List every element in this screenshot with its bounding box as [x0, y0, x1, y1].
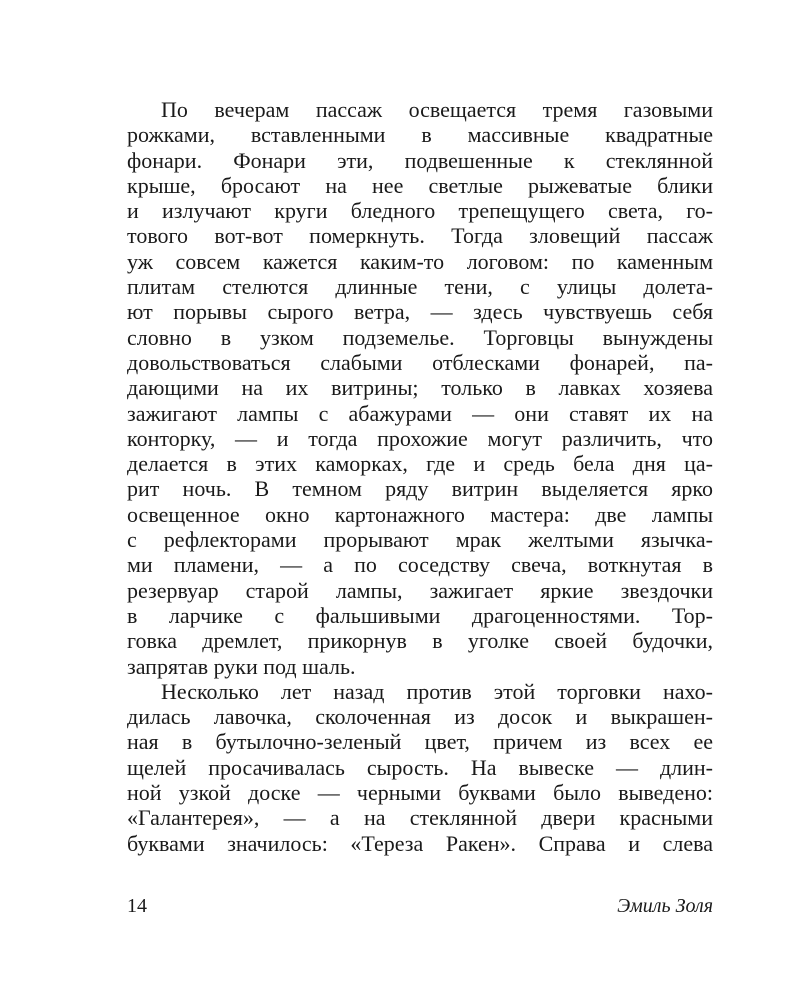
text-line: дилась лавочка, сколоченная из досок и выкрашен- — [127, 704, 713, 730]
text-line: плитам стелются длинные тени, с улицы долета- — [127, 274, 713, 300]
paragraph — [127, 679, 713, 856]
text-line: фонари. Фонари эти, подвешенные к стеклянной — [127, 147, 713, 173]
text-line: довольствоваться слабыми отблесками фонарей, па- — [127, 349, 713, 375]
text-line: ют порывы сырого ветра, — здесь чувствуешь себя — [127, 299, 713, 325]
text-line: в ларчике с фальшивыми драгоценностями. Тор- — [127, 602, 713, 628]
text-line: конторку, — и тогда прохожие могут различить, что — [127, 425, 713, 451]
text-line: делается в этих каморках, где и средь бела дня ца- — [127, 451, 713, 477]
running-head-author: Эмиль Золя — [617, 895, 713, 917]
text-line: Несколько лет назад против этой торговки нахо- — [161, 678, 713, 704]
paragraph — [127, 97, 713, 679]
text-line: рожками, вставленными в массивные квадратные — [127, 122, 713, 148]
text-line: крыше, бросают на нее светлые рыжеватые блики — [127, 172, 713, 198]
text-line: ми пламени, — а по соседству свеча, воткнутая в — [127, 552, 713, 578]
text-line: и излучают круги бледного трепещущего света, го- — [127, 198, 713, 224]
text-line: говка дремлет, прикорнув в уголке своей будочки, — [127, 628, 713, 654]
text-line: уж совсем кажется каким-то логовом: по каменным — [127, 248, 713, 274]
text-line: словно в узком подземелье. Торговцы вынуждены — [127, 324, 713, 350]
body-text — [127, 97, 713, 856]
text-line: По вечерам пассаж освещается тремя газовыми — [161, 97, 713, 122]
text-line: резервуар старой лампы, зажигает яркие звездочки — [127, 577, 713, 603]
text-line: щелей просачивалась сырость. На вывеске — длин- — [127, 754, 713, 780]
text-line: тового вот-вот померкнуть. Тогда зловещий пассаж — [127, 223, 713, 249]
text-line: «Галантерея», — а на стеклянной двери красными — [127, 805, 713, 831]
text-line: рит ночь. В темном ряду витрин выделяется ярко — [127, 476, 713, 502]
page-number: 14 — [127, 895, 147, 917]
text-line: запрятав руки под шаль. — [127, 653, 356, 679]
text-line: ная в бутылочно-зеленый цвет, причем из всех ее — [127, 729, 713, 755]
text-line: дающими на их витрины; только в лавках хозяева — [127, 375, 713, 401]
text-line: ной узкой доске — черными буквами было выведено: — [127, 780, 713, 806]
page-footer — [127, 893, 713, 919]
text-line: зажигают лампы с абажурами — они ставят их на — [127, 400, 713, 426]
text-line: буквами значилось: «Тереза Ракен». Справа и слева — [127, 830, 713, 856]
text-line: освещенное окно картонажного мастера: две лампы — [127, 501, 713, 527]
text-line: с рефлекторами прорывают мрак желтыми язычка- — [127, 527, 713, 553]
